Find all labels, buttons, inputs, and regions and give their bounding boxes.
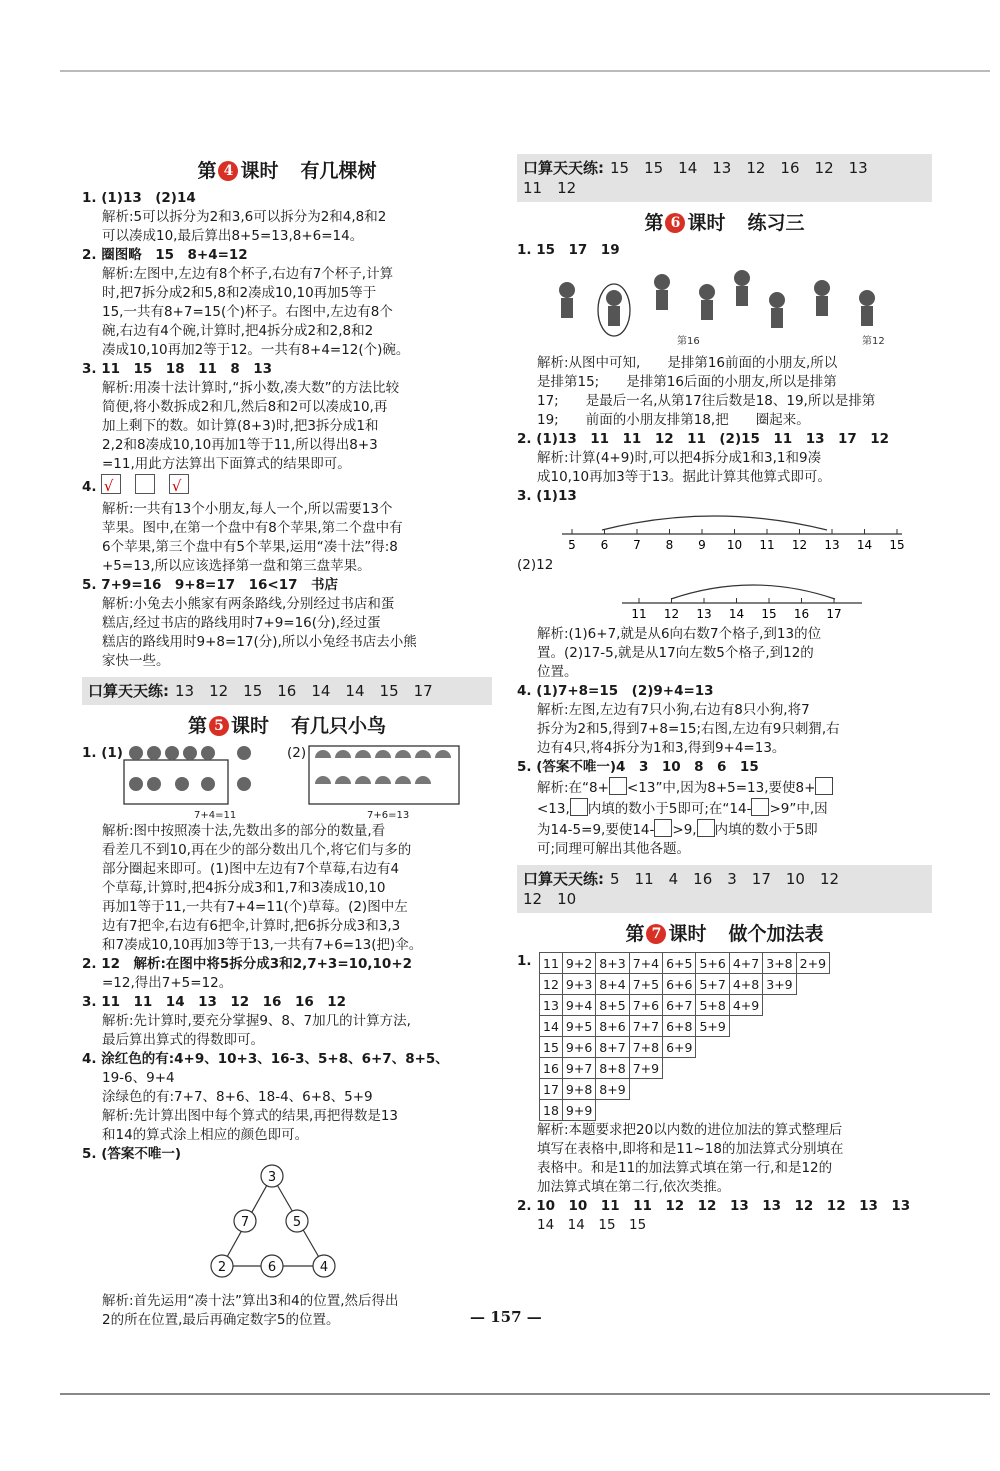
table-cell: 5+6 xyxy=(696,953,729,974)
fig-label-16: 第16 xyxy=(677,336,700,347)
text-line: 看差几不到10,再在少的部分数出几个,将它们与多的 xyxy=(102,842,412,858)
table-cell: 14 xyxy=(540,1016,563,1037)
text-line: 3. 11 11 14 13 12 16 16 12 xyxy=(82,994,347,1010)
table-cell: 9+8 xyxy=(562,1079,595,1100)
text-line: 个草莓,计算时,把4拆分成3和1,7和3凑成10,10 xyxy=(102,880,386,896)
checkbox-checked xyxy=(101,474,121,494)
table-cell: 16 xyxy=(540,1058,563,1079)
table-cell: 7+9 xyxy=(629,1058,662,1079)
text-line: 可以凑成10,最后算出8+5=13,8+6=14。 xyxy=(102,228,364,244)
table-cell: 7+7 xyxy=(629,1016,662,1037)
table-cell: 5+7 xyxy=(696,974,729,995)
text-line: 最后算出算式的得数即可。 xyxy=(102,1032,264,1048)
tick-label: 5 xyxy=(568,538,576,552)
addition-table-block: 1. 11 9+2 8+3 7+4 6+5 5+6 4+7 3+8 2+9 12 9+3 8+4 7+5 6+6 5+7 4+8 3+9 13 9+4 8+5 7+6 6+7 5+8 4+9 14 9+5 8+6 7+7 6+8 5+9 15 9+6 8+7 7+8 6+9 16 9+7 8+8 7+9 17 9+8 8+9 18 9+9 xyxy=(517,952,932,1121)
table-cell: 9+2 xyxy=(562,953,595,974)
number-line-1 xyxy=(517,506,932,552)
tick-label: 8 xyxy=(665,538,674,552)
lesson5-title: 第 5 课时 有几只小鸟 xyxy=(187,715,387,737)
table-cell: 9+3 xyxy=(562,974,595,995)
table-cell: 15 xyxy=(540,1037,563,1058)
text-line: 5. (答案不唯一)4 3 10 8 6 15 xyxy=(517,759,759,775)
text-line: 解析:先计算出图中每个算式的结果,再把得数是13 xyxy=(102,1108,399,1124)
text-line: 填写在表格中,即将和是11~18的加法算式分别填在 xyxy=(537,1141,844,1157)
table-cell: 7+8 xyxy=(629,1037,662,1058)
tick-label: 11 xyxy=(631,607,647,621)
blank-box xyxy=(654,819,672,837)
lesson-number-badge: 7 xyxy=(646,924,666,944)
text-line: 是排第15; 是排第16后面的小朋友,所以是排第 xyxy=(537,374,837,390)
right-column xyxy=(517,154,932,1235)
text-line: 解析:左图,左边有7只小狗,右边有8只小狗,将7 xyxy=(537,702,810,718)
tick-label: 11 xyxy=(759,538,775,552)
tri-bottom-mid: 6 xyxy=(267,1260,277,1275)
text-line: 解析:先计算时,要充分掌握9、8、7加几的计算方法, xyxy=(102,1013,411,1029)
table-cell: 7+5 xyxy=(629,974,662,995)
check-icon: √ xyxy=(103,477,114,495)
table-cell: 6+6 xyxy=(663,974,696,995)
table-row xyxy=(540,1016,830,1037)
number-line-2 xyxy=(517,575,932,621)
tick-label: 14 xyxy=(856,538,873,552)
text-line: 表格中。和是11的加法算式填在第一行,和是12的 xyxy=(537,1160,833,1176)
mental-math-bar: 口算天天练: 13 12 15 16 14 14 15 17 xyxy=(82,677,492,705)
lesson6-answers xyxy=(517,354,932,506)
text-line: 解析:5可以拆分为2和3,6可以拆分为2和4,8和2 xyxy=(102,209,387,225)
table-cell: 4+7 xyxy=(729,953,762,974)
text-line: 2的所在位置,最后再确定数字5的位置。 xyxy=(102,1312,340,1328)
text-line: 凑成10,10再加2等于12。一共有8+4=12(个)碗。 xyxy=(102,342,410,358)
text-line: 简便,将小数拆成2和几,然后8和2可以凑成10,再 xyxy=(102,399,388,415)
text-line: 解析:从图中可知, 是排第16前面的小朋友,所以 xyxy=(537,355,838,371)
table-row xyxy=(540,1037,830,1058)
text-line: 15,一共有8+7=15(个)杯子。右图中,左边有8个 xyxy=(102,304,393,320)
table-cell: 9+4 xyxy=(562,995,595,1016)
tri-bottom-right: 4 xyxy=(319,1260,329,1275)
eq2-label: 7+6=13 xyxy=(367,810,410,821)
text-line: 1. (1)13 (2)14 xyxy=(82,190,196,206)
table-cell: 6+9 xyxy=(663,1037,696,1058)
lesson6-answers-2 xyxy=(517,625,932,777)
text-line: 4. 涂红色的有:4+9、10+3、16-3、5+8、6+7、8+5、 xyxy=(82,1051,449,1067)
table-cell: 8+8 xyxy=(596,1058,629,1079)
mental-math-bar: 口算天天练: 5 11 4 16 3 17 10 12 12 10 xyxy=(517,865,932,913)
blank-box xyxy=(609,777,627,795)
text-line: 苹果。图中,在第一个盘中有8个苹果,第二个盘中有 xyxy=(102,520,403,536)
tick-label: 6 xyxy=(600,538,609,552)
text-line: 19-6、9+4 xyxy=(102,1070,175,1086)
table-cell: 17 xyxy=(540,1079,563,1100)
text-line: 解析:本题要求把20以内数的进位加法的算式整理后 xyxy=(537,1122,843,1138)
checkbox-checked xyxy=(169,474,189,494)
text-line: =11,用此方法算出下面算式的结果即可。 xyxy=(102,456,351,472)
tick-label: 13 xyxy=(696,607,712,621)
blank-box xyxy=(697,819,715,837)
text-line: 涂绿色的有:7+7、8+6、18-4、6+8、5+9 xyxy=(102,1089,373,1105)
table-row xyxy=(540,953,830,974)
text-line: 边有4只,将4拆分为1和3,得到9+4=13。 xyxy=(537,740,786,756)
text-line: 再加1等于11,一共有7+4=11(个)草莓。(2)图中左 xyxy=(102,899,408,915)
tick-label: 17 xyxy=(826,607,842,621)
text-line: 解析:计算(4+9)时,可以把4拆分成1和3,1和9凑 xyxy=(537,450,822,466)
q1-answer: 1. 15 17 19 xyxy=(517,242,620,258)
lesson-number-badge: 5 xyxy=(209,716,229,736)
blank-box xyxy=(751,798,769,816)
fig-label-12: 第12 xyxy=(862,336,885,347)
tick-label: 15 xyxy=(761,607,777,621)
text-line: 解析:用凑十法计算时,“拆小数,凑大数”的方法比较 xyxy=(102,380,400,396)
table-cell: 6+8 xyxy=(663,1016,696,1037)
text-line: 糕店的路线用时9+8=17(分),所以小兔经书店去小熊 xyxy=(102,634,417,650)
table-row xyxy=(540,995,830,1016)
lesson6-title: 第 6 课时 练习三 xyxy=(644,212,805,234)
table-cell: 11 xyxy=(540,953,563,974)
table-cell: 2+9 xyxy=(796,953,829,974)
text-line: 6个苹果,第三个盘中有5个苹果,运用“凑十法”得:8 xyxy=(102,539,398,555)
text-line: 解析:(1)6+7,就是从6向右数7个格子,到13的位 xyxy=(537,626,822,642)
table-cell: 13 xyxy=(540,995,563,1016)
lesson4-answers-2 xyxy=(82,500,492,671)
q5-explain-1: 解析:在“8+ <13”中,因为8+5=13,要使8+ xyxy=(517,777,932,798)
text-line: 拆分为2和5,得到7+8=15;右图,左边有9只刺猬,右 xyxy=(537,721,840,737)
tri-mid-right: 5 xyxy=(292,1215,302,1230)
text-line: 2,2和8凑成10,10再加1等于11,所以得出8+3 xyxy=(102,437,378,453)
lesson7-title: 第 7 课时 做个加法表 xyxy=(625,923,824,945)
strawberry-figure xyxy=(122,744,282,822)
lesson5-answers xyxy=(82,822,492,1164)
tick-label: 15 xyxy=(889,538,905,552)
text-line: 时,把7拆分成2和5,8和2凑成10,10再加5等于 xyxy=(102,285,377,301)
text-line: 14 14 15 15 xyxy=(537,1217,647,1233)
text-line: 解析:图中按照凑十法,先数出多的部分的数量,看 xyxy=(102,823,386,839)
tri-bottom-left: 2 xyxy=(217,1260,227,1275)
table-cell: 7+4 xyxy=(629,953,662,974)
table-cell: 12 xyxy=(540,974,563,995)
table-cell: 9+6 xyxy=(562,1037,595,1058)
text-line: 部分圈起来即可。(1)图中左边有7个草莓,右边有4 xyxy=(102,861,400,877)
text-line: 3. (1)13 xyxy=(517,488,577,504)
eq1-label: 7+4=11 xyxy=(194,810,237,821)
text-line: 2. 10 10 11 11 12 12 13 13 12 12 13 13 xyxy=(517,1198,911,1214)
tick-label: 7 xyxy=(633,538,641,552)
text-line: 17; 是最后一名,从第17往后数是18、19,所以是排第 xyxy=(537,393,876,409)
text-line: 和7凑成10,10再加3等于13,一共有7+6=13(把)伞。 xyxy=(102,937,423,953)
text-line: 解析:小兔去小熊家有两条路线,分别经过书店和蛋 xyxy=(102,596,395,612)
table-row xyxy=(540,1079,830,1100)
text-line: 2. (1)13 11 11 12 11 (2)15 11 13 17 12 xyxy=(517,431,890,447)
q5-explain-3: 为14-5=9,要使14- >9, 内填的数小于5即 xyxy=(517,819,932,840)
table-row xyxy=(540,974,830,995)
umbrella-figure xyxy=(307,744,477,822)
table-cell: 9+7 xyxy=(562,1058,595,1079)
page-number: — 157 — xyxy=(470,1308,542,1326)
left-column xyxy=(82,150,492,1330)
table-cell: 8+9 xyxy=(596,1079,629,1100)
mental-math-bar: 口算天天练: 15 15 14 13 12 16 12 13 11 12 xyxy=(517,154,932,202)
text-line: 糕店,经过书店的路线用时7+9=16(分),经过蛋 xyxy=(102,615,381,631)
tri-mid-left: 7 xyxy=(240,1215,250,1230)
table-cell: 8+6 xyxy=(596,1016,629,1037)
table-cell: 8+4 xyxy=(596,974,629,995)
text-line: =12,得出7+5=12。 xyxy=(102,975,233,991)
tick-label: 16 xyxy=(793,607,810,621)
table-cell: 5+8 xyxy=(696,995,729,1016)
text-line: 置。(2)17-5,就是从17向左数5个格子,到12的 xyxy=(537,645,814,661)
tick-label: 12 xyxy=(663,607,680,621)
table-row xyxy=(540,1100,830,1121)
table-cell: 9+9 xyxy=(562,1100,595,1121)
table-cell: 4+9 xyxy=(729,995,762,1016)
text-line: 位置。 xyxy=(537,664,578,680)
text-line: 2. 圈图略 15 8+4=12 xyxy=(82,247,248,263)
text-line: 边有7把伞,右边有6把伞,计算时,把6拆分成3和3,3 xyxy=(102,918,401,934)
text-line: 家快一些。 xyxy=(102,653,170,669)
lesson-number-badge: 6 xyxy=(665,213,685,233)
table-cell: 6+5 xyxy=(663,953,696,974)
addition-table xyxy=(539,952,830,1121)
text-line: 解析:一共有13个小朋友,每人一个,所以需要13个 xyxy=(102,501,393,517)
text-line: 碗,右边有4个碗,计算时,把4拆分成2和2,8和2 xyxy=(102,323,374,339)
table-cell: 4+8 xyxy=(729,974,762,995)
q5-explain-2: <13, 内填的数小于5即可;在“14- >9”中,因 xyxy=(517,798,932,819)
q4-row: 4. √ √ xyxy=(82,474,492,500)
tri-top: 3 xyxy=(267,1170,277,1185)
bottom-rule xyxy=(60,1393,990,1395)
table-cell: 3+8 xyxy=(763,953,796,974)
lesson4-title: 第 4 课时 有几棵树 xyxy=(197,160,377,182)
text-line: 和14的算式涂上相应的颜色即可。 xyxy=(102,1127,309,1143)
text-line: 4. (1)7+8=15 (2)9+4=13 xyxy=(517,683,714,699)
table-cell: 8+7 xyxy=(596,1037,629,1058)
checkbox-empty xyxy=(135,474,155,494)
tick-label: 9 xyxy=(698,538,706,552)
q5-explain-4: 可;同理可解出其他各题。 xyxy=(537,841,691,857)
text-line: 加上剩下的数。如计算(8+3)时,把3拆分成1和 xyxy=(102,418,379,434)
text-line: 19; 前面的小朋友排第18,把 圈起来。 xyxy=(537,412,810,428)
children-running-figure xyxy=(517,260,932,350)
tick-label: 10 xyxy=(726,538,743,552)
text-line: 解析:首先运用“凑十法”算出3和4的位置,然后得出 xyxy=(102,1293,399,1309)
text-line: 成10,10再加3等于13。据此计算其他算式即可。 xyxy=(537,469,831,485)
table-cell: 7+6 xyxy=(629,995,662,1016)
table-row xyxy=(540,1058,830,1079)
q3b-answer: (2)12 xyxy=(517,557,554,573)
text-line: 3. 11 15 18 11 8 13 xyxy=(82,361,273,377)
tick-label: 13 xyxy=(824,538,840,552)
table-cell: 5+9 xyxy=(696,1016,729,1037)
text-line: 5. (答案不唯一) xyxy=(82,1146,182,1162)
lesson7-answers xyxy=(517,1121,932,1235)
text-line: 加法算式填在第二行,依次类推。 xyxy=(537,1179,731,1195)
text-line: +5=13,所以应该选择第一盘和第三盘苹果。 xyxy=(102,558,371,574)
text-line: 5. 7+9=16 9+8=17 16<17 书店 xyxy=(82,577,338,593)
blank-box xyxy=(570,798,588,816)
table-cell: 3+9 xyxy=(763,974,796,995)
tick-label: 12 xyxy=(791,538,808,552)
table-cell: 8+5 xyxy=(596,995,629,1016)
text-line: 解析:左图中,左边有8个杯子,右边有7个杯子,计算 xyxy=(102,266,394,282)
table-cell: 8+3 xyxy=(596,953,629,974)
top-rule xyxy=(60,70,990,72)
triangle-number-figure xyxy=(82,1164,492,1288)
check-icon: √ xyxy=(171,477,182,495)
tick-label: 14 xyxy=(728,607,745,621)
lesson-number-badge: 4 xyxy=(218,161,238,181)
table-cell: 18 xyxy=(540,1100,563,1121)
text-line: 2. 12 解析:在图中将5拆分成3和2,7+3=10,10+2 xyxy=(82,956,413,972)
lesson5-end xyxy=(82,1292,492,1330)
table-cell: 9+5 xyxy=(562,1016,595,1037)
blank-box xyxy=(815,777,833,795)
table-cell: 6+7 xyxy=(663,995,696,1016)
lesson4-answers xyxy=(82,189,492,474)
q1-figures: 1. (1) 7+4=11 (2) 7+6=13 xyxy=(82,744,492,822)
